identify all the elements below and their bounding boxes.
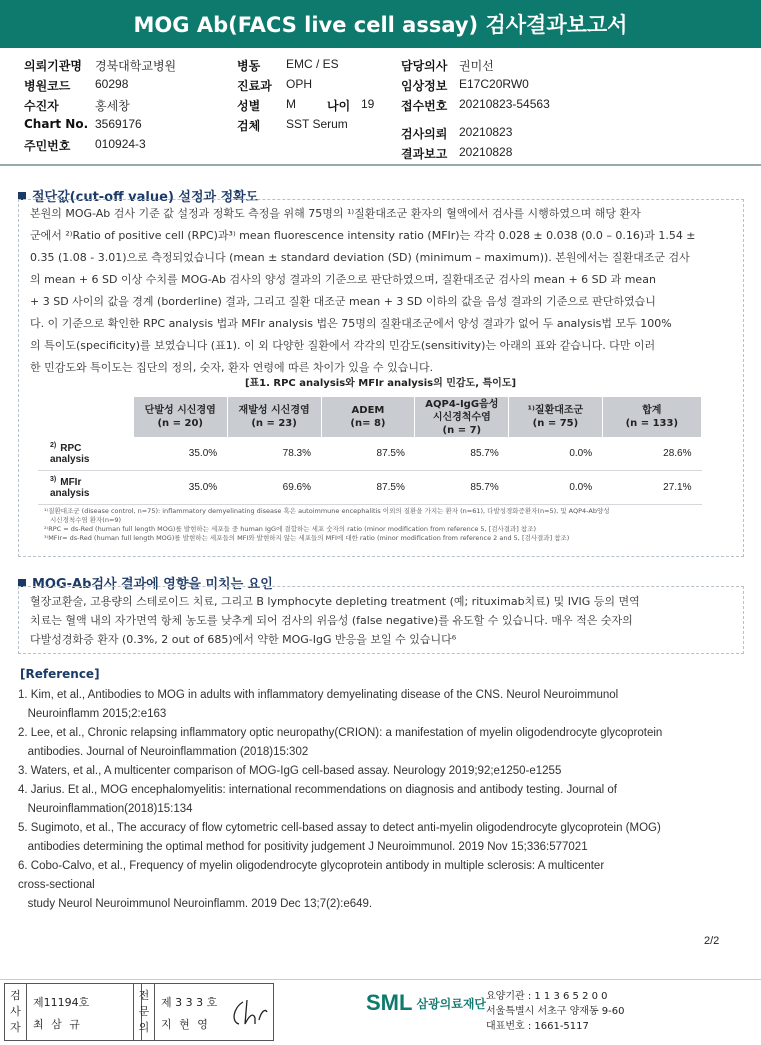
table-cell: 35.0%: [133, 437, 227, 471]
physician-stamp: [133, 983, 274, 1041]
section-heading-factors: MOG-Ab검사 결과에 영향을 미치는 요인: [18, 573, 273, 592]
section-heading-cutoff: 절단값(cut-off value) 설정과 정확도: [18, 186, 258, 205]
row-label: $^{3)}$ MFIr analysis: [38, 471, 133, 505]
examiner-stamp: [4, 983, 142, 1041]
table-cell: 87.5%: [321, 471, 415, 505]
reference-line: Neuroinflammation(2018)15:134: [18, 803, 193, 815]
info-value: 3569176: [95, 117, 142, 131]
info-label: 접수번호: [401, 99, 448, 113]
info-label: 나이: [327, 99, 351, 113]
paragraph-line: 0.35 (1.08 - 3.01)으로 측정되었습니다 (mean ± standard deviation (SD) (minimum – maximum)). 본원에서는 질환대조군 검사: [30, 251, 690, 264]
info-label: 병동: [237, 59, 261, 73]
info-label: 담당의사: [401, 59, 448, 73]
table-header: 합계 (n = 133): [602, 397, 701, 437]
reference-list: [18, 686, 743, 914]
table-cell: 87.5%: [321, 437, 415, 471]
footnote-line: ¹⁾질환대조군 (disease control, n=75): inflammatory demyelinating disease 혹은 autoimmune encephalitis 이외의 질환을 가지는 환자 (n=61), 다발성경화증환자(n=5), 및 AQP4-Ab양성: [44, 507, 610, 515]
reference-line: 2. Lee, et al., Chronic relapsing inflammatory optic neuropathy(CRION): a manifestation of myelin oligodendrocyte glycoprotein: [18, 727, 663, 739]
logo-mark: SML: [366, 990, 413, 1015]
paragraph-line: 의 특이도(specificity)를 보였습니다 (표1). 이 외 다양한 질환에서 각각의 민감도(sensitivity)는 아래의 표와 같습니다. 다만 이러: [30, 339, 656, 352]
info-label: 진료과: [237, 79, 272, 93]
sensitivity-table: [38, 397, 702, 505]
reference-line: antibodies. Journal of Neuroinflammation (2018)15:302: [18, 746, 309, 758]
info-value: OPH: [286, 77, 313, 91]
examiner-stamp-title: 검 사 자: [5, 984, 27, 1040]
paragraph-line: 다. 이 기준으로 확인한 RPC analysis 법과 MFIr analysis 법은 75명의 질환대조군에서 양성 결과가 없어 두 analysis법 모두 100%: [30, 317, 672, 330]
contact-line: 요양기관 : 1 1 3 6 5 2 0 0: [486, 991, 608, 1002]
physician-name: 지 현 영: [161, 1018, 210, 1031]
factors-paragraph: [30, 592, 732, 649]
table-header: ¹⁾질환대조군 (n = 75): [509, 397, 602, 437]
reference-line: 3. Waters, et al., A multicenter comparison of MOG-IgG cell-based assay. Neurology 2019;92;e1250-e1255: [18, 765, 562, 777]
contact-line: 대표번호 : 1661-5117: [486, 1021, 589, 1032]
info-label: 수진자: [24, 99, 59, 113]
info-label: 의뢰기관명: [24, 59, 82, 73]
info-value: 경북대학교병원: [95, 59, 177, 73]
footnote-line: ³⁾MFIr= ds-Red (human full length MOG)를 발현하는 세포들의 MFI와 발현하지 않는 세포들의 MFI에 대한 ratio (minor modification from reference 2 and 5, [검사결과] 참조): [44, 534, 570, 542]
table-header: 재발성 시신경염 (n = 23): [227, 397, 321, 437]
reference-heading: [Reference]: [20, 667, 100, 681]
reference-line: 5. Sugimoto, et al., The accuracy of flow cytometric cell-based assay to detect anti-myelin oligodendrocyte glycoprotein (MOG): [18, 822, 661, 834]
info-label: 병원코드: [24, 79, 71, 93]
table-header: 단발성 시신경염 (n = 20): [133, 397, 227, 437]
table-cell: 27.1%: [602, 471, 701, 505]
info-value: M: [286, 97, 296, 111]
info-value: 60298: [95, 77, 129, 91]
info-value: 20210823-54563: [459, 97, 550, 111]
physician-signature: [225, 994, 269, 1030]
org-contact: [486, 989, 625, 1034]
reference-line: 6. Cobo-Calvo, et al., Frequency of myelin oligodendrocyte glycoprotein antibody in multiple sclerosis: A multicenter: [18, 860, 605, 872]
table-row: [38, 437, 702, 471]
patient-info-panel: [0, 48, 761, 166]
info-label: 임상정보: [401, 79, 448, 93]
paragraph-line: 의 mean + 6 SD 이상 수치를 MOG-Ab 검사의 양성 결과의 기준으로 판단하였으며, 질환대조군 검사의 mean + 6 SD 과 mean: [30, 273, 656, 286]
table-row: [38, 471, 702, 505]
table-cell: 69.6%: [227, 471, 321, 505]
info-label: 검사의뢰: [401, 127, 448, 141]
row-label: $^{2)}$ RPC analysis: [38, 437, 133, 471]
info-label: 주민번호: [24, 139, 71, 153]
table-cell: 0.0%: [509, 471, 602, 505]
paragraph-line: 치료는 혈액 내의 자가면역 항체 농도를 낮추게 되어 검사의 위음성 (false negative)를 유도할 수 있습니다. 매우 적은 숫자의: [30, 614, 633, 627]
table-cell: 28.6%: [602, 437, 701, 471]
info-label: 검체: [237, 119, 261, 133]
info-value: E17C20RW0: [459, 77, 529, 91]
page-number: 2/2: [704, 935, 720, 947]
table-header: [38, 397, 133, 437]
info-value: EMC / ES: [286, 57, 339, 71]
paragraph-line: + 3 SD 사이의 값을 경계 (borderline) 결과, 그리고 질환 대조군 mean + 3 SD 이하의 값을 음성 결과의 기준으로 판단하였습니: [30, 295, 656, 308]
paragraph-line: 다발성경화증 환자 (0.3%, 2 out of 685)에서 약한 MOG-IgG 반응을 보일 수 있습니다⁶: [30, 633, 457, 646]
reference-line: 1. Kim, et al., Antibodies to MOG in adults with inflammatory demyelinating disease of the CNS. Neurol Neuroimmunol: [18, 689, 619, 701]
paragraph-line: 혈장교환술, 고용량의 스테로이드 치료, 그리고 B lymphocyte depleting treatment (예; rituximab치료) 및 IVIG 등의 면역: [30, 595, 640, 608]
org-name: 삼광의료재단: [416, 996, 487, 1011]
reference-line: study Neurol Neuroimmunol Neuroinflamm. 2019 Dec 13;7(2):e649.: [18, 898, 373, 910]
table-caption: [표1. RPC analysis와 MFIr analysis의 민감도, 특이도]: [244, 378, 517, 389]
info-value: 권미선: [459, 59, 494, 73]
info-value: SST Serum: [286, 117, 348, 131]
table-footnotes: [44, 507, 704, 543]
table-header: ADEM (n= 8): [321, 397, 415, 437]
table-cell: 35.0%: [133, 471, 227, 505]
examiner-license-no: 제11194호: [33, 996, 90, 1009]
info-label: 성별: [237, 99, 261, 113]
paragraph-line: 군에서 ²⁾Ratio of positive cell (RPC)과³⁾ mean fluorescence intensity ratio (MFIr)는 각각 0.028 ± 0.038 (0.0 – 0.16)과 1.54 ±: [30, 229, 696, 242]
info-value: 20210823: [459, 125, 513, 139]
reference-line: 4. Jarius. Et al., MOG encephalomyelitis: international recommendations on diagnosis and antibody testing. Journal of: [18, 784, 617, 796]
examiner-name: 최 삼 규: [33, 1018, 82, 1031]
table-cell: 78.3%: [227, 437, 321, 471]
report-title: MOG Ab(FACS live cell assay) 검사결과보고서: [0, 0, 761, 48]
footer: [0, 979, 761, 1045]
cutoff-paragraph: [30, 203, 732, 379]
reference-line: antibodies determining the optimal method for positivity judgement J Neuroimmunol. 2019 Nov 15;336:577021: [18, 841, 588, 853]
paragraph-line: 한 민감도와 특이도는 집단의 정의, 숫자, 환자 연령에 따른 차이가 있을 수 있습니다.: [30, 361, 434, 374]
footnote-line: ²⁾RPC = ds-Red (human full length MOG)를 발현하는 세포들 중 human IgG에 결합하는 세포 숫자의 ratio (minor modification from reference 5, [검사결과] 참조): [44, 525, 537, 533]
info-value: 010924-3: [95, 137, 146, 151]
info-label: 결과보고: [401, 147, 448, 161]
table-cell: 85.7%: [415, 471, 509, 505]
table-cell: 85.7%: [415, 437, 509, 471]
footnote-line: 시신경척수염 환자(n=9): [50, 516, 122, 524]
reference-line: cross-sectional: [18, 879, 95, 891]
info-value: 20210828: [459, 145, 513, 159]
physician-license-no: 제 3 3 3 호: [161, 996, 218, 1009]
reference-line: Neuroinflamm 2015;2:e163: [18, 708, 167, 720]
sml-logo: [366, 990, 486, 1016]
info-value: 19: [361, 97, 375, 111]
table-header: AQP4-IgG음성 시신경척수염 (n = 7): [415, 397, 509, 437]
table-cell: 0.0%: [509, 437, 602, 471]
physician-stamp-title: 전 문 의: [133, 984, 155, 1040]
info-value: 홍세창: [95, 99, 130, 113]
paragraph-line: 본원의 MOG-Ab 검사 기준 값 설정과 정확도 측정을 위해 75명의 ¹⁾질환대조군 환자의 혈액에서 검사를 시행하였으며 해당 환자: [30, 207, 641, 220]
info-label: Chart No.: [24, 117, 89, 131]
contact-line: 서울특별시 서초구 양재동 9-60: [486, 1006, 625, 1017]
